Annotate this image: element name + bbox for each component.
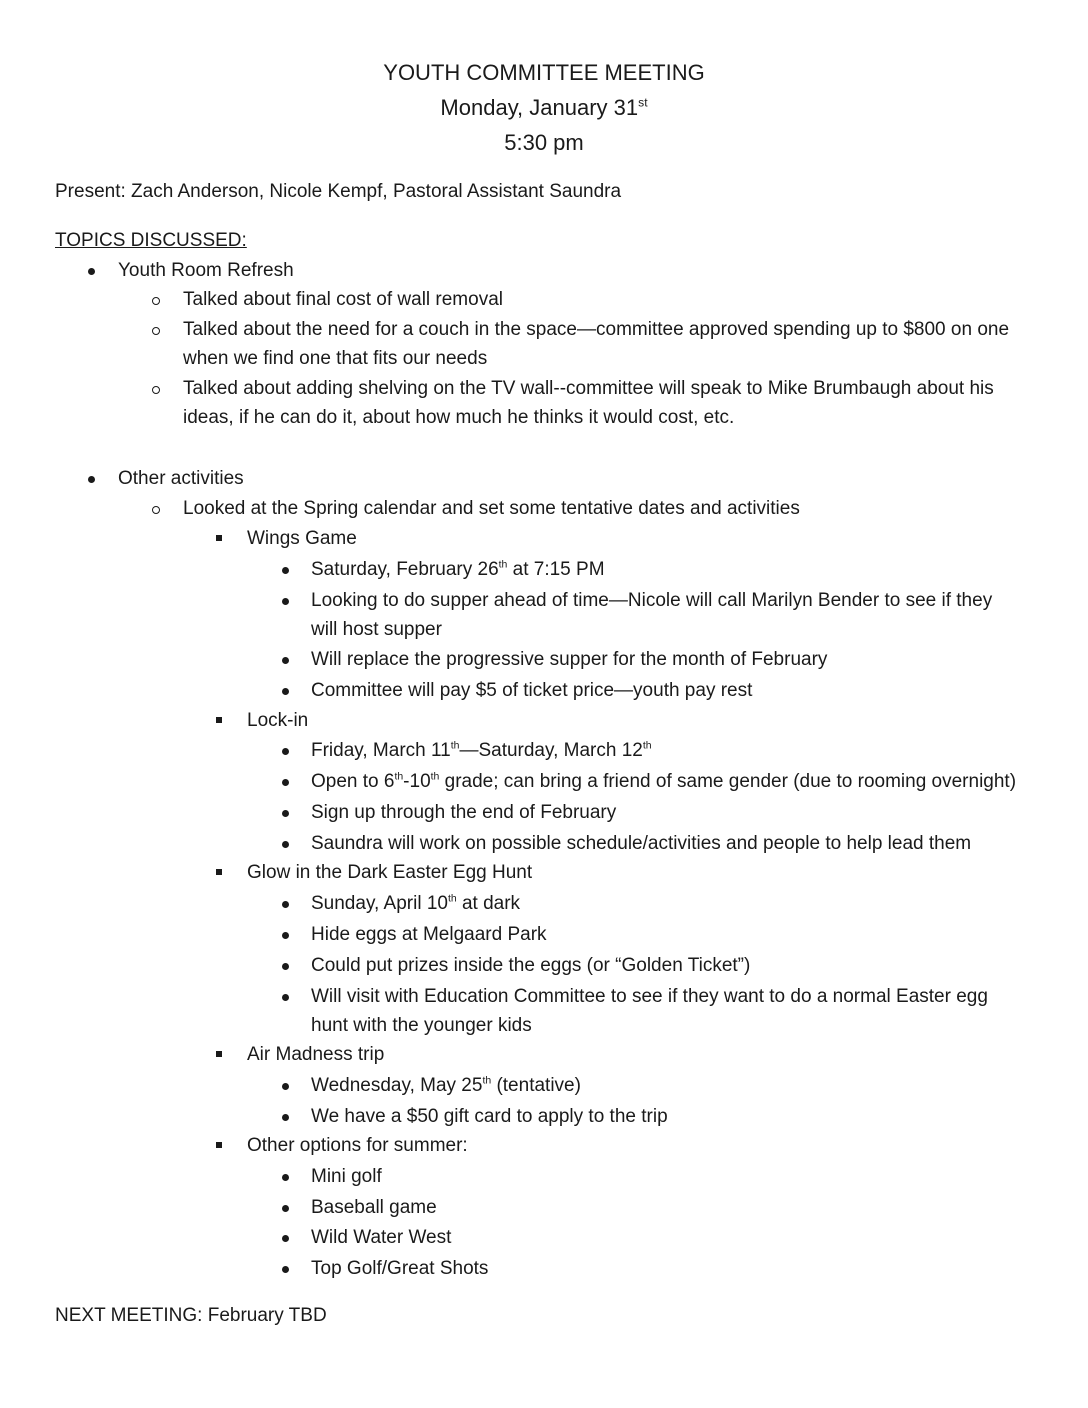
attendees: Present: Zach Anderson, Nicole Kempf, Pastoral Assistant Saundra (55, 181, 622, 202)
bullet-circle (152, 327, 160, 335)
list-item: Talked about final cost of wall removal (183, 289, 503, 310)
bullet-square (216, 535, 222, 541)
bullet-square (216, 717, 222, 723)
activity-lock-in: Lock-in (247, 710, 309, 731)
bullet-square (216, 1051, 222, 1057)
meeting-date: Monday, January 31st (440, 95, 648, 120)
list-item: Saturday, February 26th at 7:15 PM (311, 559, 605, 580)
bullet-disc (88, 476, 95, 483)
list-item: Baseball game (311, 1197, 437, 1218)
topics-heading: TOPICS DISCUSSED: (55, 230, 247, 251)
list-item: Sign up through the end of February (311, 802, 617, 823)
list-item: Sunday, April 10th at dark (311, 893, 521, 914)
meeting-time: 5:30 pm (504, 130, 584, 155)
list-item: Open to 6th-10th grade; can bring a friend of same gender (due to rooming overnight) (311, 771, 1017, 792)
list-item: Talked about adding shelving on the TV wall--committee will speak to Mike Brumbaugh about his (183, 378, 994, 399)
bullet-disc (282, 841, 289, 848)
meeting-title: YOUTH COMMITTEE MEETING (383, 60, 705, 85)
topic-youth-room-refresh: Youth Room Refresh (118, 260, 294, 281)
bullet-disc (282, 932, 289, 939)
bullet-disc (282, 994, 289, 1001)
bullet-disc (282, 963, 289, 970)
list-item: We have a $50 gift card to apply to the trip (311, 1106, 668, 1127)
bullet-disc (282, 688, 289, 695)
bullet-disc (282, 748, 289, 755)
list-item: Friday, March 11th—Saturday, March 12th (311, 740, 652, 761)
bullet-disc (282, 1205, 289, 1212)
bullet-circle (152, 506, 160, 514)
bullet-circle (152, 386, 160, 394)
list-item: Looking to do supper ahead of time—Nicole will call Marilyn Bender to see if they (311, 590, 993, 611)
bullet-disc (282, 567, 289, 574)
list-item: Saundra will work on possible schedule/activities and people to help lead them (311, 833, 972, 854)
activity-wings-game: Wings Game (247, 528, 357, 549)
list-item-continued: when we find one that fits our needs (183, 348, 488, 369)
list-item: Mini golf (311, 1166, 382, 1187)
bullet-disc (282, 1083, 289, 1090)
bullet-square (216, 869, 222, 875)
topic-other-activities: Other activities (118, 468, 244, 489)
list-item: Hide eggs at Melgaard Park (311, 924, 547, 945)
bullet-circle (152, 297, 160, 305)
list-item: Committee will pay $5 of ticket price—youth pay rest (311, 680, 753, 701)
bullet-disc (282, 657, 289, 664)
activity-egg-hunt: Glow in the Dark Easter Egg Hunt (247, 862, 533, 883)
list-item-continued: hunt with the younger kids (311, 1015, 532, 1036)
list-item: Talked about the need for a couch in the space—committee approved spending up to $800 on one (183, 319, 1010, 340)
activity-summer-options: Other options for summer: (247, 1135, 468, 1156)
list-item-continued: ideas, if he can do it, about how much he thinks it would cost, etc. (183, 407, 735, 428)
list-item: Will replace the progressive supper for the month of February (311, 649, 828, 670)
bullet-disc (282, 1266, 289, 1273)
activity-air-madness: Air Madness trip (247, 1044, 385, 1065)
list-item: Looked at the Spring calendar and set some tentative dates and activities (183, 498, 800, 519)
bullet-disc (282, 598, 289, 605)
bullet-disc (282, 1235, 289, 1242)
list-item-continued: will host supper (311, 619, 442, 640)
bullet-disc (282, 901, 289, 908)
list-item: Wild Water West (311, 1227, 452, 1248)
bullet-disc (282, 810, 289, 817)
bullet-square (216, 1142, 222, 1148)
bullet-disc (282, 1114, 289, 1121)
list-item: Top Golf/Great Shots (311, 1258, 489, 1279)
bullet-disc (88, 268, 95, 275)
bullet-disc (282, 779, 289, 786)
list-item: Could put prizes inside the eggs (or “Golden Ticket”) (311, 955, 751, 976)
list-item: Will visit with Education Committee to see if they want to do a normal Easter egg (311, 986, 988, 1007)
next-meeting: NEXT MEETING: February TBD (55, 1305, 327, 1326)
list-item: Wednesday, May 25th (tentative) (311, 1075, 581, 1096)
bullet-disc (282, 1174, 289, 1181)
